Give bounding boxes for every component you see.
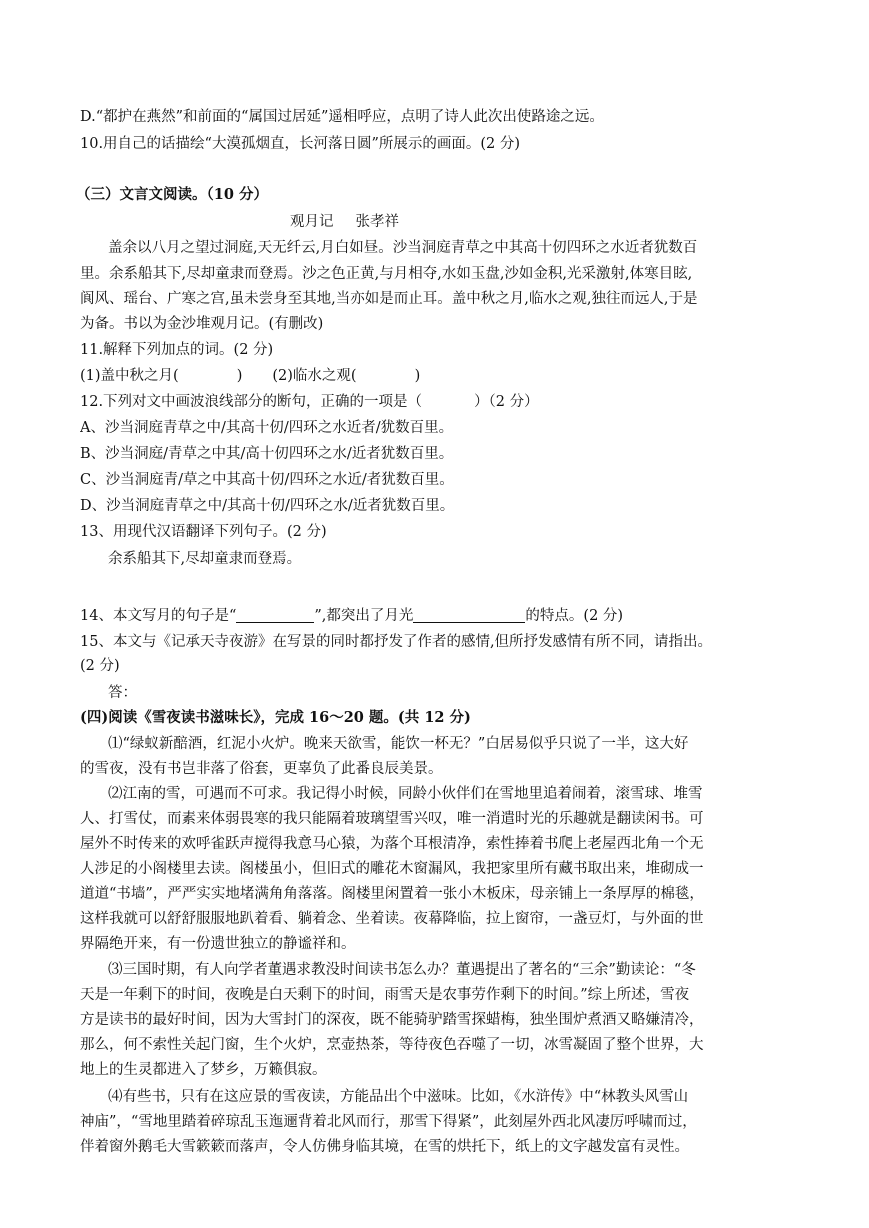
paragraph-line: 神庙”，“雪地里踏着碎琼乱玉迤逦背着北风而行，那雪下得紧”，此刻屋外西北风凄厉呼啸而过，	[80, 1114, 697, 1130]
passage-line: 为备。书以为金沙堆观月记。(有删改)	[80, 316, 324, 332]
option-b: B、沙当洞庭/青草之中其/高十仞四环之水/近者犹数百里。	[80, 446, 454, 462]
passage-line: 盖余以八月之望过洞庭,天无纤云,月白如昼。沙当洞庭青草之中其高十仞四环之水近者犹数百	[108, 240, 698, 256]
passage-title: 观月记	[290, 214, 334, 230]
passage-author: 张孝祥	[355, 214, 399, 230]
option-d-12: D、沙当洞庭青草之中/其高十仞/四环之水/近者犹数百里。	[80, 498, 455, 514]
answer-blank[interactable]	[236, 606, 314, 623]
passage-line: 阆风、瑶台、广寒之宫,虽未尝身至其地,当亦如是而止耳。盖中秋之月,临水之观,独往而远人,于是	[80, 291, 698, 307]
section-3-heading: （三）文言文阅读。（10 分）	[76, 186, 268, 203]
option-d: D.“都护在燕然”和前面的“属国过居延”遥相呼应，点明了诗人此次出使路途之远。	[80, 109, 604, 125]
paragraph-line: ⑵江南的雪，可遇而不可求。我记得小时候，同龄小伙伴们在雪地里追着闹着，滚雪球、堆雪	[108, 786, 703, 802]
question-15-score: (2 分)	[80, 658, 120, 674]
question-13: 13、用现代汉语翻译下列句子。(2 分)	[80, 524, 327, 540]
question-10: 10.用自己的话描绘“大漠孤烟直，长河落日圆”所展示的画面。(2 分)	[80, 136, 521, 152]
paragraph-line: 天是一年剩下的时间，夜晚是白天剩下的时间，雨雪天是农事劳作剩下的时间。”综上所述，雪夜	[80, 987, 690, 1003]
paragraph-line: 地上的生灵都进入了梦乡，万籁俱寂。	[80, 1062, 327, 1078]
section-4-heading: (四)阅读《雪夜读书滋味长》，完成 16～20 题。(共 12 分)	[80, 709, 471, 726]
paragraph-line: 伴着窗外鹅毛大雪簌簌而落声，令人仿佛身临其境，在雪的烘托下，纸上的文字越发富有灵性。	[80, 1139, 689, 1155]
answer-label: 答：	[108, 685, 137, 701]
paragraph-line: 的雪夜，没有书岂非落了俗套，更辜负了此番良辰美景。	[80, 761, 443, 777]
paragraph-line: 人涉足的小阁楼里去读。阁楼虽小，但旧式的雕花木窗漏风，我把家里所有藏书取出来，堆砌成一	[80, 861, 704, 877]
paragraph-line: ⑶三国时期，有人向学者董遇求教没时间读书怎么办？董遇提出了著名的“三余”勤读论：“冬	[108, 962, 696, 978]
paragraph-line: 界隔绝开来，有一份遗世独立的静谧祥和。	[80, 936, 356, 952]
question-13-sentence: 余系船其下,尽却童隶而登焉。	[108, 551, 302, 567]
question-11-items: (1)盖中秋之月( ) (2)临水之观( )	[80, 368, 421, 384]
passage-line: 里。余系船其下,尽却童隶而登焉。沙之色正黄,与月相夺,水如玉盘,沙如金积,光采激射,体寒目眩,	[80, 266, 693, 282]
paragraph-line: 屋外不时传来的欢呼雀跃声搅得我意马心猿，为落个耳根清净，索性捧着书爬上老屋西北角一个无	[80, 836, 704, 852]
question-14: 14、本文写月的句子是“ ”,都突出了月光 的特点。(2 分)	[80, 608, 624, 624]
answer-blank[interactable]	[413, 606, 525, 623]
question-15: 15、本文与《记承天寺夜游》在写景的同时都抒发了作者的感情,但所抒发感情有所不同，请指出。	[80, 634, 713, 650]
question-12: 12.下列对文中画波浪线部分的断句，正确的一项是（ ）（2 分）	[80, 394, 539, 410]
paragraph-line: ⑷有些书，只有在这应景的雪夜读，方能品出个中滋味。比如，《水浒传》中“林教头风雪山	[108, 1089, 689, 1105]
paragraph-line: 方是读书的最好时间，因为大雪封门的深夜，既不能骑驴踏雪探蜡梅，独坐围炉煮酒又略嫌清冷，	[80, 1012, 704, 1028]
option-a: A、沙当洞庭青草之中/其高十仞/四环之水近者/犹数百里。	[80, 420, 454, 436]
passage-title-line	[290, 212, 869, 232]
paragraph-line: 那么，何不索性关起门窗，生个火炉，烹壶热茶，等待夜色吞噬了一切，冰雪凝固了整个世界，大	[80, 1037, 704, 1053]
paragraph-line: ⑴“绿蚁新醅酒，红泥小火炉。晚来天欲雪，能饮一杯无？”白居易似乎只说了一半，这大好	[108, 736, 689, 752]
paragraph-line: 道道“书墙”，严严实实地堵满角角落落。阁楼里闲置着一张小木板床，母亲铺上一条厚厚的棉毯，	[80, 886, 704, 902]
question-11: 11.解释下列加点的词。(2 分)	[80, 342, 274, 358]
paragraph-line: 这样我就可以舒舒服服地趴着看、躺着念、坐着读。夜幕降临，拉上窗帘，一盏豆灯，与外面的世	[80, 911, 704, 927]
option-c: C、沙当洞庭青/草之中其高十仞/四环之水近/者犹数百里。	[80, 472, 454, 488]
paragraph-line: 人、打雪仗，而素来体弱畏寒的我只能隔着玻璃望雪兴叹，唯一消遣时光的乐趣就是翻读闲书。可	[80, 811, 704, 827]
